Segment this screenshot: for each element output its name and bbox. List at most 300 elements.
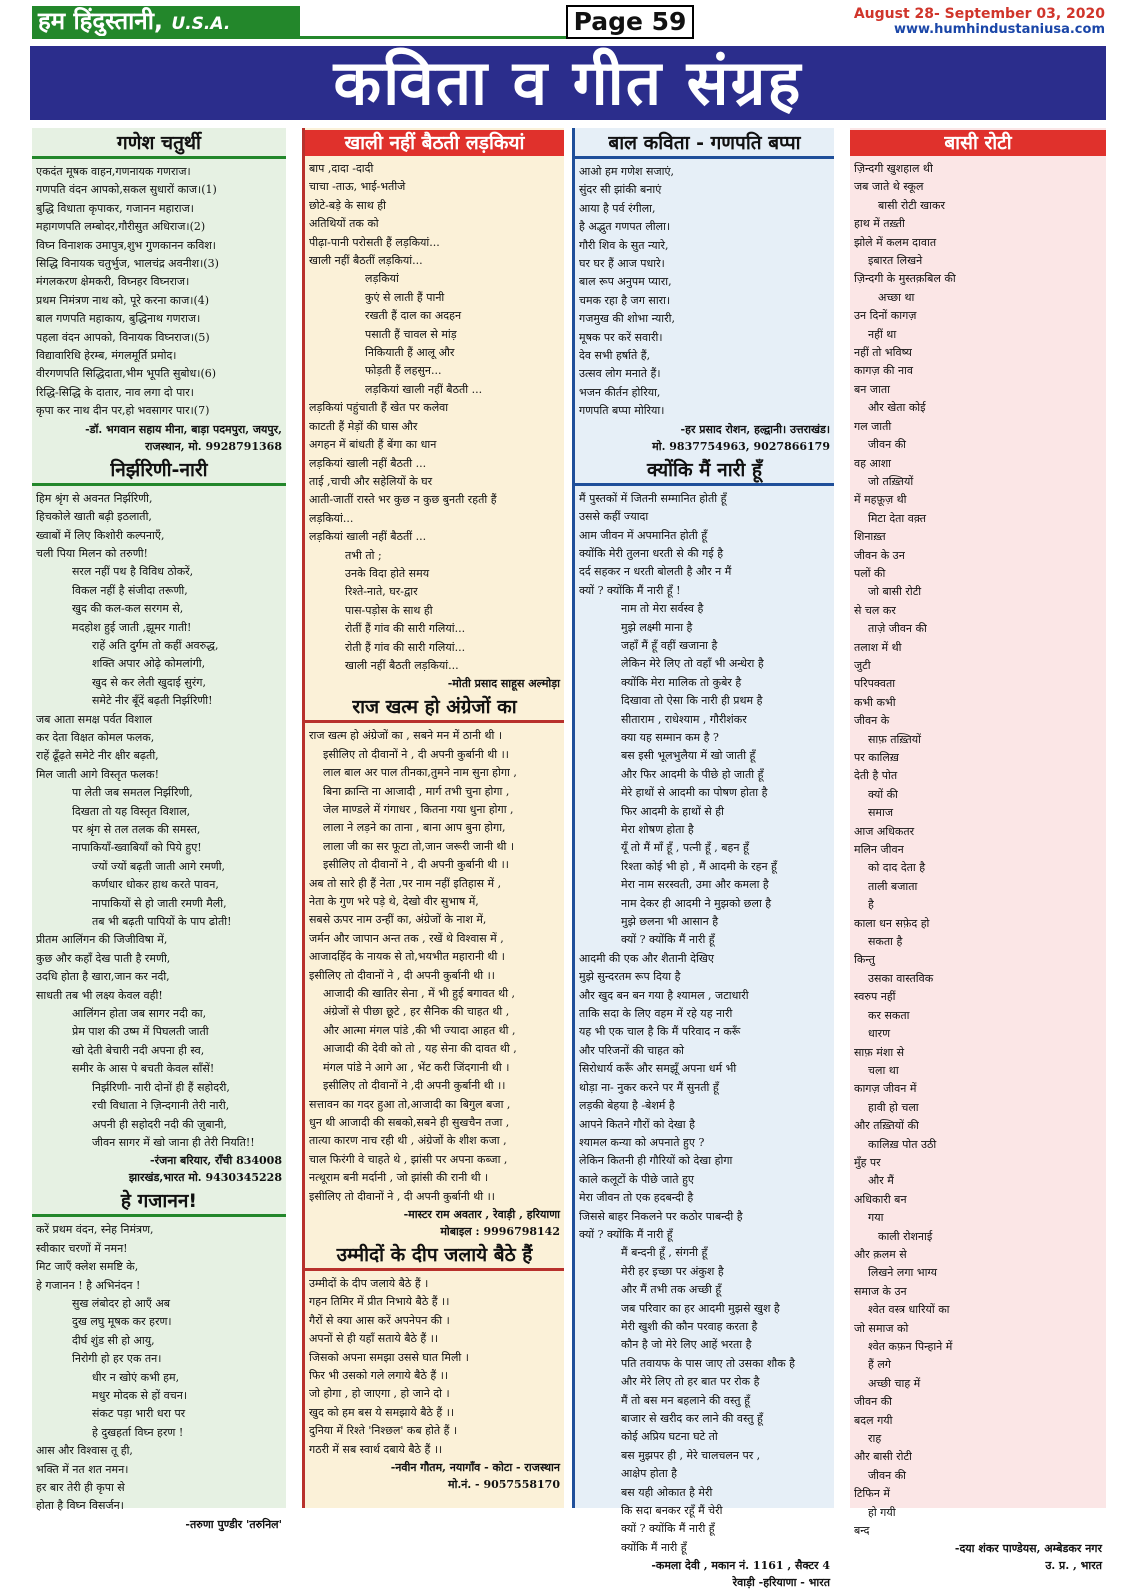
poem-line: जहाँ मैं हूँ वहीं खजाना है — [621, 638, 718, 652]
poem-author: -रंजना बरियार, राँची 834008 — [150, 1154, 282, 1168]
poem-line: जो तख़्तियों — [868, 474, 914, 488]
poem-line: गैरों से क्या आस करें अपनेपन की । — [309, 1313, 450, 1327]
poem-line: जिसको अपना समझा उससे घात मिली । — [309, 1350, 469, 1364]
poem-line: बाप ,दादा -दादी — [309, 162, 374, 175]
poem-title-khali-nahi-baithti: खाली नहीं बैठती लड़कियां — [305, 130, 564, 156]
poem-line: आज अधिकतर — [854, 824, 915, 838]
poem-line: मधुर मोदक से हों वचन। — [92, 1388, 188, 1402]
poem-line: उसका वास्तविक — [868, 971, 934, 985]
poem-line: अपनी ही सहोदरी नदी की ज़ुबानी, — [92, 1117, 227, 1131]
poem-author: -तरुणा पुण्डीर 'तरुनिल' — [185, 1517, 282, 1531]
column-3 — [572, 128, 834, 1590]
poem-line: मुँह पर — [854, 1155, 881, 1169]
poem-line: खुद से कर लेती खुदाई सुरंग, — [92, 675, 206, 689]
poem-author: -नवीन गौतम, नयागाँव - कोटा - राजस्थान — [390, 1461, 560, 1474]
poem-line: तात्या कारण नाच रही थी , अंग्रेजों के शीश कजा , — [309, 1134, 507, 1148]
poem-line: कर्णधार धोकर हाथ करते पावन, — [92, 878, 219, 892]
poem-line: इसीलिए तो दीवानों ने , दी अपनी कुर्बानी थी ।। — [323, 858, 509, 872]
poem-line: भक्ति में नत शत नमन। — [36, 1462, 129, 1476]
poem-line: बासी रोटी खाकर — [878, 198, 945, 212]
poem-line: आजादी की खातिर सेना , में भी हुई बगावत थी , — [323, 987, 516, 1001]
poem-line: जीवन की — [868, 1468, 907, 1482]
poem-line: दिखता तो यह विस्तृत विशाल, — [72, 804, 191, 818]
poem-line: पीढ़ा-पानी परोसती हैं लड़कियां... — [309, 235, 440, 249]
poem-author: -दया शंकर पाण्डेयस, अम्बेडकर नगर — [954, 1542, 1102, 1556]
poem-line: आया है पर्व रंगीला, — [579, 201, 656, 215]
poem-line: दुख लघु मूषक कर हरण। — [72, 1315, 172, 1329]
poem-author: -मोती प्रसाद साहूस अल्मोड़ा — [447, 677, 560, 691]
poem-line: काटती हैं मेड़ों की घास और — [309, 419, 418, 433]
poem-line: पति तवायफ के पास जाए तो उसका शौक है — [621, 1356, 796, 1370]
poem-line: आओ हम गणेश सजाएं, — [579, 165, 675, 178]
poem-line: रखती हैं दाल का अदहन — [365, 309, 462, 323]
poem-line: मैं तो बस मन बहलाने की वस्तु हूँ — [621, 1393, 750, 1407]
poem-body — [32, 163, 286, 421]
poem-line: इसीलिए तो दीवानों ने , दी अपनी कुर्बानी थी ।। — [309, 1189, 495, 1203]
poem-line: और क़लम से — [854, 1247, 907, 1261]
poem-line: गौरी शिव के सुत न्यारे, — [579, 238, 669, 252]
column-2 — [302, 128, 564, 1508]
poem-line: और आत्मा मंगल पांडे ,की भी ज्यादा आहत थी , — [323, 1023, 516, 1037]
poem-line: बस यही ओकात है मेरी — [621, 1485, 713, 1499]
poem-line: उससे कहीं ज्यादा — [579, 510, 649, 524]
poem-line: रोतीं हैं गांव की सारी गलियां... — [345, 622, 466, 636]
poem-title-raj-khatm: राज खत्म हो अंग्रेजों का — [305, 694, 564, 723]
poem-author: झारखंड,भारत मो. 9430345228 — [128, 1171, 282, 1185]
poem-line: और मैं — [868, 1174, 894, 1188]
poem-line: नापाकियाँ-ख्वाबियाँ को पिये हुए! — [72, 841, 202, 855]
poem-line: ज़िन्दगी खुशहाल थी — [854, 162, 933, 175]
poem-line: नापाकियों से हो जाती रमणी मैली, — [92, 896, 227, 910]
poem-line: इसीलिए तो दीवानों ने , दी अपनी कुर्बानी थी ।। — [309, 968, 495, 982]
poem-line: जीवन सागर में खो जाना ही तेरी नियति!! — [92, 1135, 255, 1149]
poem-line: श्वेत वस्त्र धारियों का — [868, 1303, 950, 1317]
poem-line: मंगलकरण क्षेमकरी, विघ्नहर विघ्नराज। — [36, 275, 190, 289]
poem-line: और परिजनों की चाहत को — [579, 1043, 684, 1057]
poem-line: मैं बन्दनी हूँ , संगनी हूँ — [621, 1246, 708, 1260]
poem-line: आलिंगन होता जब सागर नदी का, — [72, 1007, 207, 1021]
poem-line: मिट जाएँ क्लेश समष्टि के, — [36, 1260, 139, 1274]
poem-line: शिनाख़्त — [854, 530, 886, 544]
poem-line: बन्द — [854, 1524, 870, 1538]
poem-line: प्रीतम आलिंगन की जिजीविषा में, — [36, 933, 168, 947]
poem-body — [305, 727, 564, 1206]
poem-line: आपने कितने गौरों को देखा है — [579, 1117, 695, 1131]
section-banner: कविता व गीत संग्रह — [30, 46, 1106, 120]
poem-line: हो गयी — [868, 1505, 896, 1519]
poem-line: क्या यह सम्मान कम है ? — [621, 730, 719, 744]
poem-line: सकता है — [868, 935, 903, 949]
poem-line: लेकिन कितनी ही गौरियों को देखा होगा — [579, 1154, 733, 1168]
poem-line: जीवन की — [868, 438, 907, 452]
poem-line: मिटा देता वक़्त — [868, 511, 927, 525]
poem-body — [32, 1221, 286, 1516]
poem-line: और खेता कोई — [868, 401, 926, 415]
poem-line: भजन कीर्तन होरिया, — [579, 385, 661, 399]
poem-line: मेरी खुशी की कौन परवाह करता है — [621, 1319, 758, 1333]
poem-line: इबारत लिखने — [868, 254, 923, 268]
poem-author: रेवाड़ी -हरियाणा - भारत — [732, 1576, 830, 1590]
poem-line: प्रथम निमंत्रण नाथ को, पूरे करना काज।(4) — [36, 293, 210, 307]
poem-line: क्योंकि मेरा मालिक तो कुबेर है — [621, 675, 742, 689]
poem-line: सीताराम , राधेश्याम , गौरीशंकर — [621, 712, 747, 726]
poem-line: हाथ में तख़्ती — [854, 217, 905, 231]
poem-line: सिद्धि विनायक चतुर्भुज, भालचंद्र अवनीश।(3) — [36, 257, 219, 271]
poem-line: क्यों ? क्योंकि मैं नारी हूँ — [621, 933, 715, 947]
poem-line: ताज़े जीवन की — [868, 622, 927, 636]
poem-line: रोती हैं गांव की सारी गलियां... — [345, 640, 466, 654]
poem-title-ganesh-chaturthi: गणेश चतुर्थी — [32, 130, 286, 159]
poem-line: लड़की बेहया है -बेशर्म है — [579, 1099, 675, 1113]
poem-line: और फिर आदमी के पीछे हो जाती हूँ — [621, 767, 764, 781]
poem-line: कर सकता — [868, 1008, 910, 1022]
poem-line: नहीं तो भविष्य — [854, 346, 912, 360]
poem-line: राज खत्म हो अंग्रेजों का , सबने मन में ठानी थी । — [309, 729, 503, 743]
poem-line: जब जाते थे स्कूल — [854, 180, 924, 194]
poem-line: सिरोधार्य करूँ और समझूँ अपना धर्म भी — [579, 1062, 737, 1076]
poem-line: खाली नहीं बैठती लड़कियां... — [345, 658, 459, 672]
poem-line: महागणपति लम्बोदर,गौरीसुत अधिराज।(2) — [36, 220, 206, 234]
poem-line: जेल माण्डले में गंगाधर , कितना गया धुना होगा , — [323, 803, 514, 816]
poem-line: कौन है जो मेरे लिए आहें भरता है — [621, 1338, 752, 1352]
poem-line: लड़कियां खाली नहीं बैठती ... — [365, 382, 483, 396]
poem-line: क्योंकि मेरी तुलना धरती से की गई है — [579, 546, 724, 560]
poem-line: थोड़ा ना- नुकर करने पर मैं सुनती हूँ — [579, 1080, 719, 1094]
poem-body — [575, 490, 834, 1558]
poem-author: मोबाइल : 9996798142 — [440, 1224, 560, 1238]
poem-line: मुझे छलना भी आसान है — [621, 915, 719, 929]
poem-line: लड़कियां... — [309, 511, 354, 525]
poem-line: नेता के गुण भरे पड़े थे, देखो वीर सुभाष में, — [309, 895, 479, 909]
poem-title-baasi-roti: बासी रोटी — [850, 130, 1106, 156]
poem-line: मेरे हाथों से आदमी का पोषण होता है — [621, 786, 768, 800]
column-1 — [32, 128, 286, 1531]
poem-line: और मेरे लिए तो हर बात पर रोक है — [621, 1375, 760, 1389]
poem-line: मंगल पांडे ने आगे आ , भेंट करी जिंदगानी थी । — [323, 1060, 510, 1074]
poem-line: तब भी बढ़ती पापियों के पाप ढोती! — [92, 915, 232, 929]
poem-line: फिर आदमी के हाथों से ही — [621, 804, 724, 818]
poem-line: तलाश में थी — [854, 640, 902, 654]
website-link[interactable]: www.humhindustaniusa.com — [893, 22, 1105, 37]
poem-line: पर श्रृंग से तल तलक की समस्त, — [72, 823, 201, 836]
poem-line: मैं पुस्तकों में जितनी सम्मानित होती हूँ — [579, 491, 727, 505]
poem-line: ज़िन्दगी के मुस्तक़बिल की — [854, 272, 956, 286]
poem-line: समाज के उन — [854, 1284, 907, 1298]
poem-line: सबसे ऊपर नाम उन्हीं का, अंग्रेजों के नाश में, — [309, 913, 487, 927]
poem-line: समाज — [868, 806, 894, 820]
page-number: Page 59 — [566, 5, 694, 39]
poem-line: बन जाता — [854, 382, 891, 396]
poem-line: फिर भी उसको गले लगाये बैठे हैं ।। — [309, 1368, 449, 1382]
poem-line: आक्षेप होता है — [621, 1467, 678, 1481]
poem-line: मुझे सुन्दरतम रूप दिया है — [579, 970, 681, 984]
poem-line: गणपति बप्पा मोरिया। — [579, 404, 665, 418]
poem-line: कभी कभी — [854, 695, 896, 709]
poem-line: यूँ तो मैं माँ हूँ , पत्नी हूँ , बहन हूँ — [621, 841, 749, 855]
poem-line: चाचा -ताऊ, भाई-भतीजे — [309, 180, 406, 194]
poem-line: ताई ,चाची और सहेलियों के घर — [309, 474, 433, 488]
poem-line: अच्छा था — [878, 290, 915, 304]
poem-line: समेटे नीर बूँदें बढ़ती निर्झरिणी! — [92, 694, 213, 708]
brand-hindi: हम हिंदुस्तानी, — [38, 7, 164, 35]
poem-line: साफ़ तख़्तियों — [868, 732, 922, 746]
poem-line: गल जाती — [854, 419, 892, 433]
poem-line: ज्यों ज्यों बढ़ती जाती आगे रमणी, — [92, 859, 226, 873]
poem-body — [305, 1275, 564, 1459]
poem-line: मिल जाती आगे विस्तृत फलक! — [36, 767, 160, 781]
poem-line: तभी तो ; — [345, 548, 382, 562]
poem-line: आती-जातीं रास्ते भर कुछ न कुछ बुनती रहती हैं — [309, 493, 497, 507]
poem-line: सुंदर सी झांकी बनाएं — [579, 183, 662, 197]
poem-line: उम्मीदों के दीप जलाये बैठे हैं । — [309, 1276, 429, 1290]
poem-line: बुद्धि विधाता कृपाकर, गजानन महाराज। — [36, 201, 194, 215]
poem-line: लड़कियां — [365, 272, 399, 286]
poem-body — [305, 160, 564, 675]
poem-line: अधिकारी बन — [854, 1192, 907, 1206]
poem-line: साफ़ मंशा से — [854, 1045, 905, 1059]
poem-line: क्यों ? क्योंकि मैं नारी हूँ — [579, 1227, 673, 1241]
poem-author: -डॉ. भगवान सहाय मीना, बाड़ा पदमपुरा, जयपुर, — [85, 422, 282, 436]
poem-line: पसाती हैं चावल से मांड़ — [365, 327, 457, 341]
poem-line: जब परिवार का हर आदमी मुझसे खुश है — [621, 1301, 780, 1315]
poem-line: हे गजानन ! है अभिनंदन ! — [36, 1278, 141, 1292]
poem-line: नाम देकर ही आदमी ने मुझको छला है — [621, 896, 772, 910]
poem-line: करें प्रथम वंदन, स्नेह निमंत्रण, — [36, 1223, 154, 1237]
poem-line: मदहोश हुई जाती ,झूमर गाती! — [72, 620, 192, 634]
poem-line: टिफिन में — [854, 1487, 890, 1501]
poem-line: हावी हो चला — [868, 1100, 919, 1114]
poem-line: अंग्रेजों से पीछा छूटे , हर सैनिक की चाहत थी , — [323, 1005, 510, 1019]
poem-title-kyonki-main-nari-hoon: क्योंकि मैं नारी हूँ — [575, 457, 834, 486]
poem-line: कोई अप्रिय घटना घटे तो — [621, 1430, 718, 1444]
poem-line: जीवन के — [854, 714, 890, 728]
poem-line: पर कालिख़ — [854, 751, 899, 764]
poem-line: नत्थूराम बनी मर्दानी , जो झांसी की रानी थी । — [309, 1171, 489, 1185]
poem-line: राहें ढूँढ़ते समेटे नीर क्षीर बढ़ती, — [36, 749, 159, 763]
poem-line: धीर न खोएं कभी हम, — [92, 1370, 180, 1384]
poem-line: क्यों ? क्योंकि मैं नारी हूँ — [621, 1522, 715, 1536]
poem-line: फोड़ती हैं लहसुन... — [365, 364, 442, 378]
poem-line: बिना क्रान्ति ना आजादी , मार्ग तभी चुना होगा , — [323, 784, 510, 798]
poem-line: कृपा कर नाथ दीन पर,हो भवसागर पार।(7) — [36, 404, 210, 418]
poem-line: कि सदा बनकर रहूँ मैं चेरी — [621, 1504, 723, 1518]
poem-line: कुछ और कहाँ देख पाती है रमणी, — [36, 951, 171, 965]
poem-line: गहन तिमिर में प्रीत निभाये बैठे हैं ।। — [309, 1295, 450, 1309]
poem-line: विघ्न विनाशक उमापुत्र,शुभ गुणकानन कविश। — [36, 238, 216, 252]
poem-line: है अद्भुत गणपत लीला। — [579, 220, 671, 234]
poem-line: काला धन सफ़ेद हो — [854, 916, 930, 930]
poem-line: आजादहिंद के नायक से तो,भयभीत महारानी थी । — [309, 950, 505, 964]
poem-line: ताकि सदा के लिए वहम में रहे यह नारी — [579, 1007, 733, 1021]
poem-line: ख्वाबों में लिए किशोरी कल्पनाएँ, — [36, 528, 165, 542]
poem-body — [32, 490, 286, 1153]
poem-line: क्योंकि मैं नारी हूँ — [621, 1540, 687, 1554]
poem-line: श्यामल कन्या को अपनाते हुए ? — [579, 1135, 705, 1149]
poem-line: दुनिया में रिश्ते 'निश्छल' कब होते हैं । — [309, 1424, 458, 1438]
poem-line: आम जीवन में अपमानित होती हूँ — [579, 528, 708, 542]
poem-line: बाल रूप अनुपम प्यारा, — [579, 275, 672, 289]
poem-line: लाला ने लड़ने का ताना , बाना आप बुना होगा, — [323, 821, 506, 835]
poem-line: मेरा जीवन तो एक हदबन्दी है — [579, 1191, 694, 1205]
poem-line: चला था — [868, 1063, 899, 1077]
poem-line: प्रेम पाश की उष्म में पिघलती जाती — [72, 1025, 209, 1039]
poem-line: जुटी — [854, 658, 871, 672]
poem-line: काले कलूटों के पीछे जाते हुए — [579, 1172, 694, 1186]
poem-line: सत्तावन का गदर हुआ तो,आजादी का बिगुल बजा , — [309, 1097, 511, 1111]
poem-line: खो देती बेचारी नदी अपना ही स्व, — [72, 1043, 205, 1057]
poem-line: उनके विदा होते समय — [345, 566, 430, 580]
poem-line: जो होगा , हो जाएगा , हो जाने दो । — [309, 1387, 450, 1401]
poem-line: मूषक पर करें सवारी। — [579, 330, 663, 344]
poem-line: राह — [868, 1432, 882, 1446]
poem-line: हैं लगे — [868, 1358, 891, 1372]
poem-line: कर देता विक्षत कोमल फलक, — [36, 730, 155, 744]
poem-line: सुख लंबोदर हो आएँ अब — [72, 1296, 171, 1310]
poem-line: नहीं था — [868, 327, 897, 341]
poem-line: उदधि होता है खारा,जान कर नदी, — [36, 970, 170, 984]
poem-line: गठरी में सब स्वार्थ दबाये बैठे हैं ।। — [309, 1442, 443, 1456]
poem-line: देती है पोत — [854, 769, 898, 783]
poem-title-nirjharini-nari: निर्झरिणी-नारी — [32, 457, 286, 486]
poem-line: अतिथियों तक को — [309, 217, 379, 231]
poem-line: बस इसी भूलभुलैया में खो जाती हूँ — [621, 749, 756, 763]
poem-line: लड़कियां खाली नहीं बैठतीं ... — [309, 530, 427, 544]
poem-line: एकदंत मूषक वाहन,गणनायक गणराज। — [36, 165, 191, 178]
poem-line: अच्छी चाह में — [868, 1376, 921, 1390]
poem-line: झोले में कलम दावात — [854, 235, 937, 249]
poem-line: राहें अति दुर्गम तो कहीं अवरुद्ध, — [92, 638, 219, 652]
poem-line: में महफ़ूज़ थी — [854, 493, 907, 507]
poem-body — [850, 160, 1106, 1540]
poem-line: कागज़ की नाव — [854, 364, 914, 378]
poem-line: बदल गयी — [854, 1413, 893, 1427]
poem-line: गया — [868, 1211, 884, 1225]
poem-line: हिम श्रृंग से अवनत निर्झरिणी, — [36, 491, 153, 505]
poem-line: लड़कियां पहुंचाती हैं खेत पर कलेवा — [309, 401, 449, 415]
poem-line: किन्तु — [854, 953, 875, 967]
poem-line: इसीलिए तो दीवानों ने ,दी अपनी कुर्बानी थी ।। — [323, 1079, 506, 1093]
poem-line: धारण — [868, 1027, 891, 1041]
poem-line: लेकिन मेरे लिए तो वहाँ भी अन्धेरा है — [621, 657, 764, 671]
poem-line: रिश्ता कोई भी हो , मैं आदमी के रहन हूँ — [621, 859, 777, 873]
poem-line: लाल बाल अर पाल तीनका,तुमने नाम सुना होगा , — [323, 766, 517, 780]
poem-line: आजादी की देवी को तो , यह सेना की दावत थी , — [323, 1042, 517, 1056]
poem-line: धुन थी आजादी की सबको,सबने ही सुखचैन तजा , — [309, 1115, 510, 1129]
poem-line: संकट पड़ा भारी धरा पर — [92, 1407, 186, 1421]
poem-line: लाला जी का सर फूटा तो,जान जरूरी जानी थी । — [323, 839, 514, 853]
poem-line: सरल नहीं पथ है विविध ठोकरें, — [72, 565, 194, 579]
poem-line: पास-पड़ोस के साथ ही — [345, 603, 433, 617]
poem-author: -हर प्रसाद रोशन, हल्द्वानी। उत्तराखंड। — [680, 422, 830, 436]
poem-body — [575, 163, 834, 421]
poem-line: और बासी रोटी — [854, 1450, 912, 1464]
issue-date: August 28- September 03, 2020 — [853, 6, 1105, 22]
poem-line: वह आशा — [854, 456, 892, 470]
poem-author: मो. 9837754963, 9027866179 — [652, 439, 830, 453]
poem-line: लिखने लगा भाग्य — [868, 1266, 937, 1280]
poem-line: जीवन की — [854, 1395, 893, 1409]
poem-line: श्वेत कफ़न पिन्हाने में — [868, 1340, 953, 1353]
poem-line: है — [868, 898, 874, 912]
poem-line: और मैं तभी तक अच्छी हूँ — [621, 1283, 722, 1297]
poem-line: ताली बजाता — [868, 879, 918, 893]
poem-line: कालिख़ पोत उठी — [868, 1137, 937, 1151]
poem-line: निरोगी हो हर एक तन। — [72, 1352, 162, 1366]
column-4 — [850, 128, 1106, 1573]
poem-line: मुझे लक्ष्मी माना है — [621, 620, 693, 634]
poem-line: अब तो सारे ही हैं नेता ,पर नाम नहीं इतिहास में , — [309, 876, 502, 890]
poem-line: स्वरुप नहीं — [854, 990, 896, 1004]
poem-line: छोटे-बड़े के साथ ही — [309, 198, 386, 212]
poem-line: रिश्ते-नाते, घर-द्वार — [345, 585, 418, 599]
poem-line: जब आता समक्ष पर्वत विशाल — [36, 712, 153, 726]
poem-line: कागज़ जीवन में — [854, 1082, 917, 1096]
poem-line: खुद की कल-कल सरगम से, — [72, 602, 184, 616]
poem-line: से चल कर — [854, 603, 896, 617]
poem-line: हर बार तेरी ही कृपा से — [36, 1481, 125, 1494]
poem-line: हिचकोले खाती बढ़ी इठलाती, — [36, 510, 152, 524]
poem-line: अगहन में बांधती हैं बेंगा का धान — [309, 438, 437, 452]
poem-line: लड़कियां खाली नहीं बैठती ... — [309, 456, 427, 470]
poem-line: घर घर हैं आज पधारे। — [579, 257, 665, 271]
poem-line: उन दिनों कागज़ — [854, 309, 917, 323]
poem-line: वीरगणपति सिद्धिदाता,भीम भूपति सुबोध।(6) — [36, 367, 217, 381]
poem-line: आस और विश्वास तू ही, — [36, 1444, 133, 1458]
poem-line: साधती तब भी लक्ष्य केवल वही! — [36, 988, 163, 1002]
poem-line: रिद्धि-सिद्धि के दातार, नाव लगा दो पार। — [36, 385, 194, 399]
poem-line: उत्सव लोग मनाते हैं। — [579, 367, 661, 381]
poem-line: बाजार से खरीद कर लाने की वस्तु हूँ — [621, 1412, 763, 1425]
poem-line: और खुद बन बन गया है श्यामल , जटाधारी — [579, 988, 749, 1002]
poem-line: रची विधाता ने ज़िन्दगानी तेरी नारी, — [92, 1099, 230, 1113]
poem-line: गणपति वंदन आपको,सकल सुधारों काज।(1) — [36, 183, 217, 197]
poem-line: दीर्घ शुंड सी हो आयु, — [72, 1333, 155, 1347]
poem-line: नाम तो मेरा सर्वस्व है — [621, 602, 704, 616]
poem-line: दिखावा तो ऐसा कि नारी ही प्रथम है — [621, 694, 763, 708]
poem-line: होता है विघ्न विसर्जन। — [36, 1499, 124, 1513]
poem-line: जो बासी रोटी — [868, 585, 922, 599]
poem-title-he-gajanan: हे गजानन! — [32, 1188, 286, 1217]
newspaper-logo — [32, 6, 300, 36]
masthead — [0, 0, 1135, 44]
poem-line: आदमी की एक और शैतानी देखिए — [579, 951, 714, 965]
poem-line: समीर के आस पे बचती केवल साँसें! — [72, 1062, 215, 1076]
poem-line: परिपक्वता — [854, 677, 896, 691]
poem-line: मेरा शोषण होता है — [621, 823, 694, 836]
poem-line: को दाद देता है — [868, 861, 926, 875]
poem-line: जर्मन और जापान अन्त तक , रखें थे विश्वास में , — [309, 931, 504, 945]
poem-author: -मास्टर राम अवतार , रेवाड़ी , हरियाणा — [403, 1207, 560, 1221]
poem-author: -कमला देवी , मकान नं. 1161 , सैक्टर 4 — [651, 1559, 830, 1573]
poem-line: यह भी एक चाल है कि मैं परिवाद न करूँ — [579, 1025, 741, 1039]
poem-line: मेरा नाम सरस्वती, उमा और कमला है — [621, 878, 769, 892]
poem-line: इसीलिए तो दीवानों ने , दी अपनी कुर्बानी थी ।। — [323, 747, 509, 761]
poem-line: पलों की — [854, 566, 886, 580]
poem-line: जीवन के उन — [854, 548, 905, 562]
poem-line: शक्ति अपार ओढ़े कोमलांगी, — [92, 657, 206, 671]
poem-line: हे दुखहर्ता विघ्न हरण ! — [92, 1425, 184, 1439]
poem-line: और तख़्तियों की — [854, 1119, 919, 1133]
poem-line: मेरी हर इच्छा पर अंकुश है — [621, 1264, 724, 1278]
brand-usa: U.S.A. — [171, 14, 231, 34]
poem-line: चाल फिरंगी वे चाहते थे , झांसी पर अपना कब्जा , — [309, 1152, 508, 1166]
poem-line: अपनों से ही यहाँ सताये बैठे हैं ।। — [309, 1332, 439, 1346]
poem-line: पहला वंदन आपको, विनायक विघ्नराज।(5) — [36, 330, 210, 344]
poem-line: चमक रहा है जग सारा। — [579, 293, 671, 307]
poem-line: विद्यावारिधि हेरम्ब, मंगलमूर्ति प्रमोद। — [36, 349, 177, 363]
poem-author: राजस्थान, मो. 9928791368 — [145, 439, 282, 453]
poem-line: खुद को हम बस ये समझाये बैठे हैं ।। — [309, 1405, 455, 1419]
